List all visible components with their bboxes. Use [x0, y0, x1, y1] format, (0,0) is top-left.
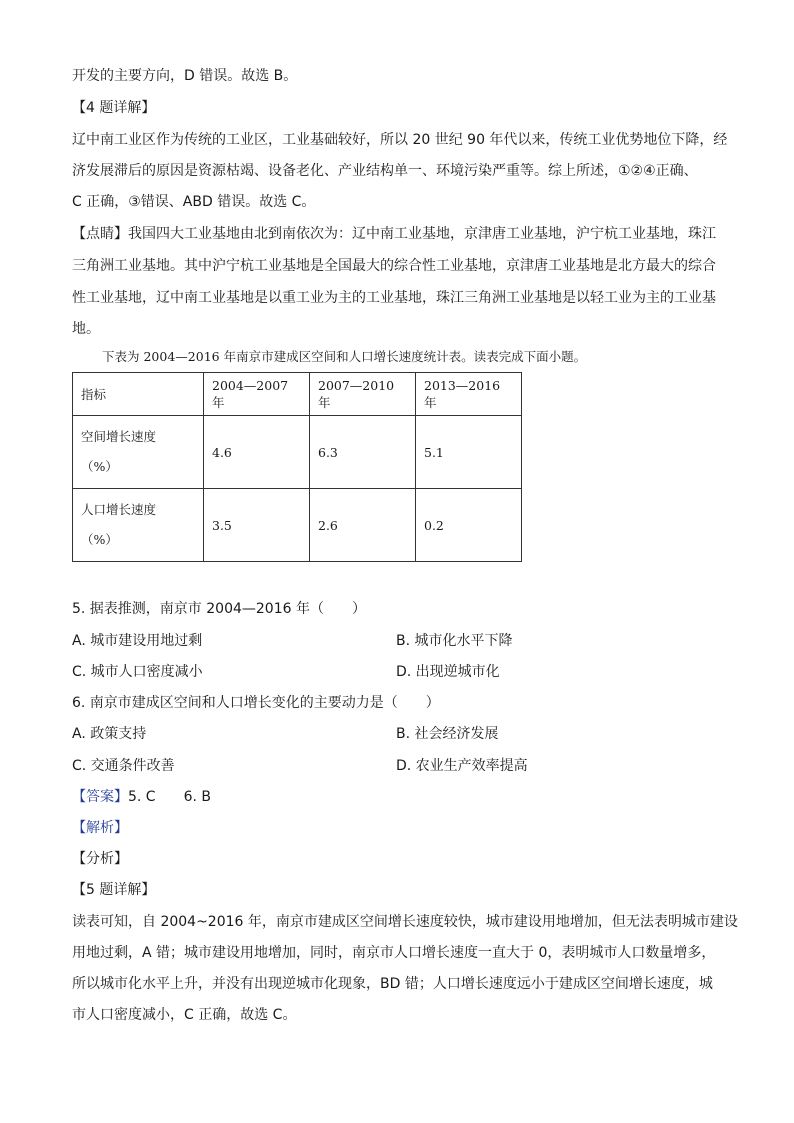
row-unit: （%）: [81, 459, 118, 474]
text-line: 三角洲工业基地。其中沪宁杭工业基地是全国最大的综合性工业基地，京津唐工业基地是北方最大的综合: [72, 258, 716, 274]
text-line: 读表可知，自 2004~2016 年，南京市建成区空间增长速度较快，城市建设用地增加，但无法表明城市建设: [72, 914, 738, 930]
row-label-cell: [73, 416, 204, 489]
table-header-cell: 2007—2010 年: [310, 373, 416, 416]
q5-option-d: D. 出现逆城市化: [396, 664, 500, 680]
table-cell: 0.2: [416, 489, 522, 562]
q5-option-b: B. 城市化水平下降: [396, 633, 513, 649]
q6-option-d: D. 农业生产效率提高: [396, 758, 528, 774]
analysis-subheading: 【分析】: [72, 851, 128, 867]
section-heading-q5-detail: 【5 题详解】: [72, 882, 156, 898]
table-cell: 3.5: [204, 489, 310, 562]
table-cell: 6.3: [310, 416, 416, 489]
table-header-cell: 2004—2007 年: [204, 373, 310, 416]
text-line: 辽中南工业区作为传统的工业区，工业基础较好，所以 20 世纪 90 年代以来，传统工业优势地位下降，经: [72, 132, 728, 148]
table-header-cell: 指标: [73, 373, 204, 416]
text-line: 地。: [72, 321, 100, 337]
text-line: 所以城市化水平上升，并没有出现逆城市化现象，BD 错；人口增长速度远小于建成区空间增长速度，城: [72, 976, 713, 992]
q6-option-b: B. 社会经济发展: [396, 726, 499, 742]
answer-line: [72, 787, 211, 807]
text-line: 市人口密度减小，C 正确，故选 C。: [72, 1007, 297, 1023]
answer-tag: 【答案】: [72, 789, 128, 805]
table-cell: 5.1: [416, 416, 522, 489]
question-5-stem: 5. 据表推测，南京市 2004—2016 年（ ）: [72, 601, 366, 617]
row-label: 空间增长速度: [81, 429, 157, 444]
q6-option-a: A. 政策支持: [72, 726, 147, 742]
row-label: 人口增长速度: [81, 502, 157, 517]
table-cell: 4.6: [204, 416, 310, 489]
row-label-cell: [73, 489, 204, 562]
text-line: 【点睛】我国四大工业基地由北到南依次为：辽中南工业基地，京津唐工业基地，沪宁杭工业基地，珠江: [72, 226, 716, 242]
table-cell: 2.6: [310, 489, 416, 562]
section-heading-q4-detail: 【4 题详解】: [72, 100, 156, 116]
table-header-row: [73, 373, 522, 416]
q6-option-c: C. 交通条件改善: [72, 758, 175, 774]
analysis-heading: 【解析】: [72, 820, 128, 836]
table-intro: 下表为 2004—2016 年南京市建成区空间和人口增长速度统计表。读表完成下面小题。: [102, 349, 587, 364]
table-row: [73, 489, 522, 562]
stats-table: [72, 372, 522, 562]
text-line: 用地过剩，A 错；城市建设用地增加，同时，南京市人口增长速度一直大于 0，表明城市人口数量增多，: [72, 945, 716, 961]
text-line: 济发展滞后的原因是资源枯竭、设备老化、产业结构单一、环境污染严重等。综上所述，①②④正确、: [72, 163, 698, 179]
row-unit: （%）: [81, 532, 118, 547]
text-line: 开发的主要方向，D 错误。故选 B。: [72, 68, 298, 84]
text-line: 性工业基地，辽中南工业基地是以重工业为主的工业基地，珠江三角洲工业基地是以轻工业为主的工业基: [72, 290, 716, 306]
table-header-cell: 2013—2016 年: [416, 373, 522, 416]
answer-value: 5. C 6. B: [128, 789, 211, 805]
q5-option-c: C. 城市人口密度减小: [72, 664, 203, 680]
q5-option-a: A. 城市建设用地过剩: [72, 633, 203, 649]
question-6-stem: 6. 南京市建成区空间和人口增长变化的主要动力是（ ）: [72, 695, 440, 711]
table-row: [73, 416, 522, 489]
text-line: C 正确，③错误、ABD 错误。故选 C。: [72, 194, 316, 210]
